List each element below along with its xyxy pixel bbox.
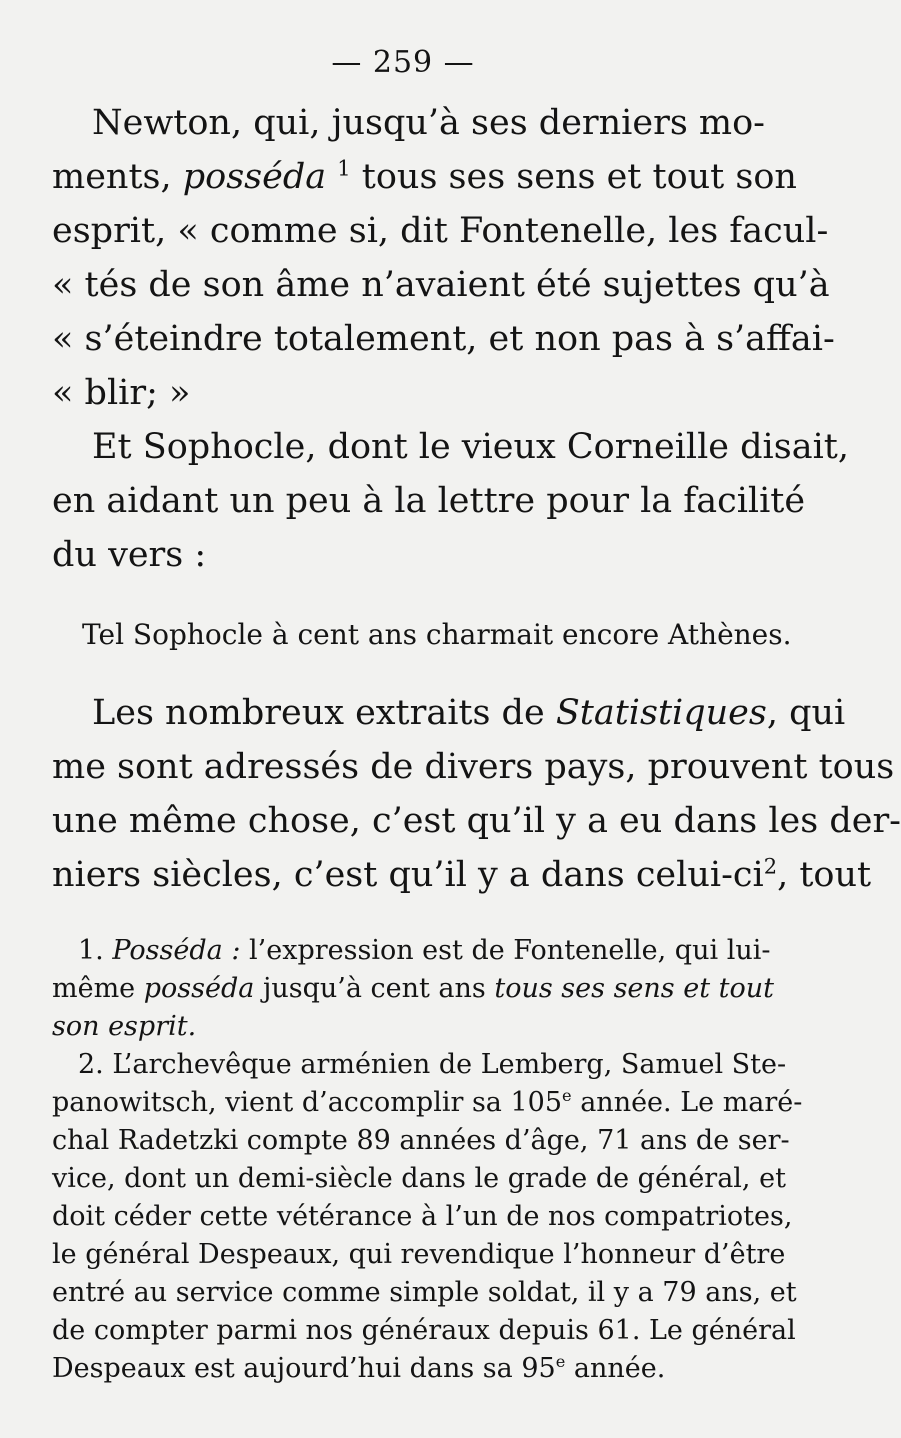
footnote-2 [52, 1046, 803, 1388]
text-line [52, 848, 872, 902]
paragraph-statistiques [52, 686, 901, 902]
text-run: Les nombreux extraits de [92, 693, 556, 733]
footnote-line [52, 1084, 803, 1122]
text-line: du vers : [52, 535, 207, 575]
text-run: tous ses sens et tout son [350, 157, 797, 197]
page-number: — 259 — [331, 45, 475, 80]
text-line: me sont adressés de divers pays, prouvent tous [52, 747, 895, 787]
text-run: année. [565, 1353, 666, 1384]
footnote-line [52, 1008, 754, 1046]
footnote-line [52, 970, 774, 1008]
text-run: niers siècles, c’est qu’il y a dans celui-ci [52, 855, 764, 895]
footnote-line: entré au service comme simple soldat, il y a 79 ans, et [52, 1277, 797, 1308]
verse-quote: Tel Sophocle à cent ans charmait encore Athènes. [82, 618, 792, 651]
text-line: « s’éteindre totalement, et non pas à s’affai- [52, 319, 835, 359]
paragraph-newton [52, 96, 835, 420]
italic-word: posséda [182, 157, 327, 197]
text-line: « blir; » [52, 373, 191, 413]
text-line [52, 686, 846, 740]
superscript: e [555, 1352, 566, 1371]
italic-word: Statistiques [555, 693, 767, 733]
main-text [52, 96, 901, 902]
footnote-1 [52, 932, 774, 1046]
footnote-ref: 1 [337, 156, 351, 181]
text-run: Despeaux est aujourd’hui dans sa 95 [52, 1353, 556, 1384]
footnote-line: de compter parmi nos généraux depuis 61. Le général [52, 1315, 796, 1346]
text-line: Newton, qui, jusqu’à ses derniers mo- [92, 103, 765, 143]
footnote-line: le général Despeaux, qui revendique l’honneur d’être [52, 1239, 786, 1270]
text-run: jusqu’à cent ans [254, 973, 495, 1004]
text-run: , qui [766, 693, 846, 733]
superscript: e [562, 1086, 572, 1105]
footnote-line: vice, dont un demi-siècle dans le grade de général, et [52, 1163, 786, 1194]
text-line: Et Sophocle, dont le vieux Corneille disait, [92, 427, 849, 467]
text-run: année. Le maré- [571, 1087, 803, 1118]
footnote-line: 2. L’archevêque arménien de Lemberg, Samuel Ste- [78, 1049, 787, 1080]
text-run: même [52, 973, 144, 1004]
footnote-line [52, 932, 771, 970]
footnotes [52, 932, 803, 1388]
text-run: ments, [52, 157, 183, 197]
footnote-number: 1. [78, 935, 113, 966]
text-line: esprit, « comme si, dit Fontenelle, les facul- [52, 211, 829, 251]
footnote-line: chal Radetzki compte 89 années d’âge, 71 ans de ser- [52, 1125, 790, 1156]
paragraph-sophocle [52, 420, 849, 582]
text-line: en aidant un peu à la lettre pour la facilité [52, 481, 806, 521]
text-line: une même chose, c’est qu’il y a eu dans les der- [52, 801, 901, 841]
italic-word: tous ses sens et tout [494, 973, 774, 1004]
footnote-ref: 2 [763, 854, 778, 879]
italic-word: Posséda : [112, 935, 241, 966]
italic-word: posséda [143, 973, 255, 1004]
text-line: « tés de son âme n’avaient été sujettes qu’à [52, 265, 830, 305]
italic-word: son esprit. [52, 1011, 197, 1042]
text-run: panowitsch, vient d’accomplir sa 105 [52, 1087, 563, 1118]
text-line [52, 150, 797, 204]
footnote-line [52, 1350, 754, 1388]
footnote-line: doit céder cette vétérance à l’un de nos compatriotes, [52, 1201, 793, 1232]
text-run: l’expression est de Fontenelle, qui lui- [240, 935, 771, 966]
text-run: , tout [777, 855, 872, 895]
